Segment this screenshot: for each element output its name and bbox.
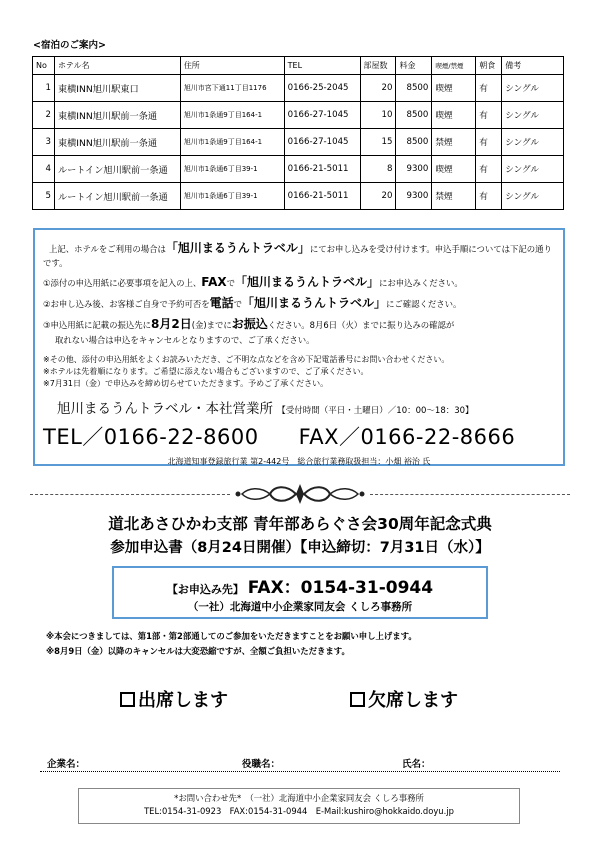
apply-fax-number: FAX：0154-31-0944 (247, 578, 434, 598)
step-1-fax: FAX (201, 274, 227, 289)
step-1-text: ①添付の申込用紙に必要事項を記入の上、 (43, 277, 202, 288)
event-subtitle: 参加申込書（8月24日開催）【申込締切：7月31日（水）】 (110, 540, 490, 556)
ornament-divider-icon (230, 482, 370, 506)
cell-rooms: 20 (360, 183, 396, 210)
cell-breakfast: 有 (476, 183, 502, 210)
info-lead-text: 上記、ホテルをご利用の場合は (49, 244, 166, 254)
cell-address: 旭川市宮下通11丁目1176 (180, 75, 284, 102)
info-note: ※ホテルは先着順になります。ご希望に添えない場合もございますので、ご了承ください。 (43, 366, 369, 376)
cell-hotel-name: 東横INN旭川駅東口 (54, 75, 180, 102)
notice: ※本会につきましては、第1部・第2部通してのご参加をいただきますことをお願い申し上げます。 (46, 631, 417, 641)
absent-label: 欠席します (368, 690, 458, 711)
cell-hotel-name: 東横INN旭川駅前一条通 (54, 129, 180, 156)
divider-right (370, 494, 570, 495)
cell-breakfast: 有 (476, 75, 502, 102)
header-smoking: 喫煙/禁煙 (432, 57, 476, 75)
cell-rooms: 15 (360, 129, 396, 156)
table-row (33, 102, 564, 129)
step-3-date: 8月2日 (151, 317, 192, 332)
contact-box (78, 788, 520, 824)
lodging-section-title: <宿泊のご案内> (33, 40, 106, 51)
cell-no: 3 (33, 129, 55, 156)
agency-line (43, 400, 555, 420)
divider-left (30, 494, 230, 495)
step-3-continued: 取れない場合は申込をキャンセルとなりますので、ご了承ください。 (55, 334, 315, 345)
cell-no: 5 (33, 183, 55, 210)
step-1 (43, 274, 555, 291)
attend-option[interactable] (120, 686, 228, 712)
header-note: 備考 (502, 57, 564, 75)
agency-license: 北海道知事登録旅行業 第2-442号 総合旅行業務取扱担当：小畑 裕治 氏 (167, 456, 431, 466)
cell-price: 8500 (396, 102, 432, 129)
cell-address: 旭川市1条通9丁目164-1 (180, 129, 284, 156)
cell-rooms: 8 (360, 156, 396, 183)
cell-price: 9300 (396, 156, 432, 183)
cell-tel: 0166-27-1045 (284, 129, 360, 156)
header-no: No (33, 57, 55, 75)
step-1-text-2: で (226, 277, 235, 288)
cell-no: 1 (33, 75, 55, 102)
cell-tel: 0166-21-5011 (284, 183, 360, 210)
company-field-label[interactable]: 企業名： (47, 759, 86, 770)
attend-checkbox[interactable] (120, 692, 135, 707)
agency-name: 旭川まるうんトラベル・本社営業所 (57, 400, 273, 417)
title-field-label[interactable]: 役職名： (242, 759, 281, 770)
table-row (33, 129, 564, 156)
cell-smoking: 禁煙 (432, 183, 476, 210)
absent-option[interactable] (350, 686, 458, 712)
header-price: 料金 (396, 57, 432, 75)
agency-telfax (43, 422, 555, 452)
apply-to-box (112, 566, 488, 619)
info-lead-text-2: にてお申し込みを受け付けます。申込手順については下記の通りです。 (43, 244, 552, 269)
cell-hotel-name: ルートイン旭川駅前一条通 (54, 183, 180, 210)
step-3-text-2: (金)までに (191, 320, 232, 331)
info-note: ※その他、添付の申込用紙をよくお読みいただき、ご不明な点などを含め下記電話番号にお問い合わせください。 (43, 354, 450, 364)
cell-note: シングル (502, 129, 564, 156)
header-breakfast: 朝食 (476, 57, 502, 75)
step-3-payment: お振込 (231, 317, 268, 332)
step-3-text-3: ください。8月6日（火）までに振り込みの確認が (267, 320, 455, 331)
info-lead (43, 240, 555, 270)
step-3-text: ③申込用紙に記載の振込先に (43, 320, 152, 331)
table-row (33, 183, 564, 210)
table-header-row (33, 57, 564, 75)
step-1-agency: 「旭川まるうんトラベル」 (235, 274, 380, 289)
cell-hotel-name: 東横INN旭川駅前一条通 (54, 102, 180, 129)
cell-no: 4 (33, 156, 55, 183)
cell-breakfast: 有 (476, 102, 502, 129)
header-hotel-name: ホテル名 (54, 57, 180, 75)
cell-rooms: 10 (360, 102, 396, 129)
cell-note: シングル (502, 156, 564, 183)
step-2-text-2: で (233, 298, 243, 309)
cell-breakfast: 有 (476, 156, 502, 183)
table-row (33, 75, 564, 102)
absent-checkbox[interactable] (350, 692, 365, 707)
apply-fax-line (114, 573, 486, 598)
table-row (33, 156, 564, 183)
travel-info-box (33, 228, 565, 466)
cell-price: 9300 (396, 183, 432, 210)
cell-smoking: 喫煙 (432, 102, 476, 129)
name-field-label[interactable]: 氏名： (402, 759, 431, 770)
cell-address: 旭川市1条通6丁目39-1 (180, 183, 284, 210)
apply-label: 【お申込み先】 (166, 583, 244, 596)
step-2-agency: 「旭川まるうんトラベル」 (242, 295, 387, 310)
header-rooms: 部屋数 (360, 57, 396, 75)
step-3 (43, 316, 555, 333)
cell-address: 旭川市1条通9丁目164-1 (180, 102, 284, 129)
cell-note: シングル (502, 102, 564, 129)
event-title: 道北あさひかわ支部 青年部あらぐさ会30周年記念式典 (108, 515, 492, 533)
cell-smoking: 喫煙 (432, 75, 476, 102)
cell-note: シングル (502, 75, 564, 102)
cell-hotel-name: ルートイン旭川駅前一条通 (54, 156, 180, 183)
cell-breakfast: 有 (476, 129, 502, 156)
attend-label: 出席します (138, 690, 228, 711)
cell-no: 2 (33, 102, 55, 129)
apply-organization: （一社）北海道中小企業家同友会 くしろ事務所 (187, 601, 413, 613)
step-2-text: ②お申し込み後、お客様ご自身で予約可否を (43, 298, 210, 309)
header-address: 住所 (180, 57, 284, 75)
info-notes (43, 354, 555, 390)
cell-tel: 0166-25-2045 (284, 75, 360, 102)
cell-tel: 0166-27-1045 (284, 102, 360, 129)
info-note: ※7月31日（金）で申込みを締め切らせていただきます。予めご了承ください。 (43, 378, 329, 388)
cell-note: シングル (502, 183, 564, 210)
contact-line-2: TEL:0154-31-0923 FAX:0154-31-0944 E-Mail:kushiro@hokkaido.doyu.jp (144, 805, 454, 816)
cell-smoking: 喫煙 (432, 156, 476, 183)
step-2-text-3: にご確認ください。 (386, 298, 462, 309)
header-tel: TEL (284, 57, 360, 75)
cell-price: 8500 (396, 75, 432, 102)
hotel-table (32, 56, 564, 210)
agency-highlight: 「旭川まるうんトラベル」 (165, 241, 310, 255)
cell-tel: 0166-21-5011 (284, 156, 360, 183)
step-2 (43, 295, 555, 312)
cell-smoking: 禁煙 (432, 129, 476, 156)
notice: ※8月9日（金）以降のキャンセルは大変恐縮ですが、全額ご負担いただきます。 (46, 646, 350, 656)
step-1-text-3: にお申込みください。 (379, 277, 463, 288)
agency-fax: FAX／0166-22-8666 (298, 424, 516, 449)
cell-rooms: 20 (360, 75, 396, 102)
agency-hours: 【受付時間（平日・土曜日）／10：00～18：30】 (277, 405, 474, 416)
fill-in-line (40, 771, 560, 772)
cell-address: 旭川市1条通6丁目39-1 (180, 156, 284, 183)
contact-line-1: *お問い合わせ先* （一社）北海道中小企業家同友会 くしろ事務所 (174, 793, 424, 803)
step-2-phone: 電話 (209, 295, 234, 310)
cell-price: 8500 (396, 129, 432, 156)
agency-tel: TEL／0166-22-8600 (43, 424, 259, 449)
